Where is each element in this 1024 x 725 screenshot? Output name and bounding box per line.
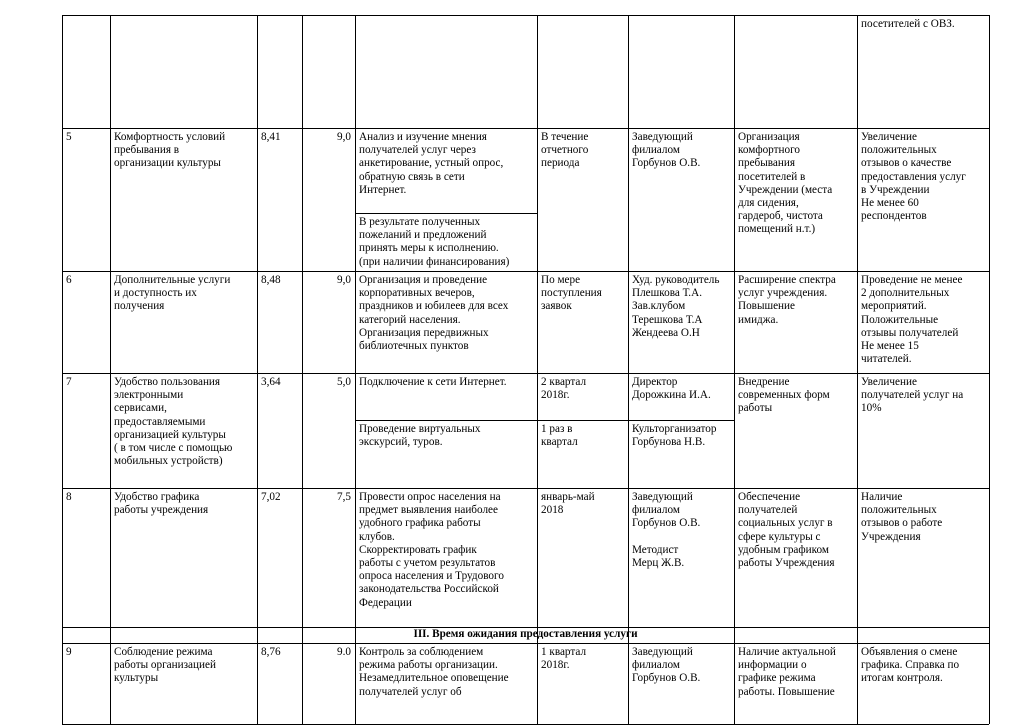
result-cell: Расширение спектра услуг учреждения. Повышение имиджа. xyxy=(738,274,836,326)
measure-cell: Анализ и изучение мнения получателей услуг через анкетирование, устный опрос, обратную связь в сети Интернет. xyxy=(359,131,504,196)
deadline-cell: 1 квартал 2018г. xyxy=(541,646,587,672)
criterion-cell: Комфортность условий пребывания в организации культуры xyxy=(114,131,226,170)
row-number: 7 xyxy=(66,376,72,388)
criterion-cell: Удобство пользования электронными сервисами, предоставляемыми организацией культуры ( в том числе с помощью мобильных устройств) xyxy=(114,376,233,468)
table-row-rule xyxy=(62,15,989,16)
criterion-cell: Удобство графика работы учреждения xyxy=(114,491,209,517)
responsible-cell: Заведующий филиалом Горбунов О.В. Методист Мерц Ж.В. xyxy=(632,491,701,570)
deadline-cell: По мере поступления заявок xyxy=(541,274,602,313)
table-column-rule xyxy=(857,15,858,724)
measure-cell-secondary: В результате полученных пожеланий и предложений принять меры к исполнению. (при наличии финансирования) xyxy=(359,216,510,268)
deadline-cell-secondary: 1 раз в квартал xyxy=(541,423,578,449)
indicator-cell: Наличие положительных отзывов о работе Учреждения xyxy=(861,491,943,543)
criterion-cell: Соблюдение режима работы организацией культуры xyxy=(114,646,216,685)
deadline-cell: 2 квартал 2018г. xyxy=(541,376,587,402)
deadline-cell: январь-май 2018 xyxy=(541,491,595,517)
score-target: 9.0 xyxy=(337,646,351,658)
table-subrow-rule xyxy=(355,420,537,421)
score-target: 9,0 xyxy=(337,131,351,143)
score-current: 8,41 xyxy=(261,131,281,143)
table-column-rule xyxy=(734,15,735,724)
indicator-cell: Увеличение положительных отзывов о качестве предоставления услуг в Учреждении Не менее 60 респондентов xyxy=(861,131,966,223)
score-current: 8,48 xyxy=(261,274,281,286)
indicator-cell: посетителей с ОВЗ. xyxy=(861,18,955,30)
criterion-cell: Дополнительные услуги и доступность их получения xyxy=(114,274,231,313)
table-column-rule xyxy=(110,15,111,724)
table-column-rule xyxy=(537,15,538,724)
result-cell: Обеспечение получателей социальных услуг в сфере культуры с удобным графиком работы Учреждения xyxy=(738,491,835,570)
row-number: 8 xyxy=(66,491,72,503)
result-cell: Организация комфортного пребывания посетителей в Учреждении (места для сидения, гардероб, чистота помещений н.т.) xyxy=(738,131,833,236)
row-number: 5 xyxy=(66,131,72,143)
table-column-rule xyxy=(989,15,990,724)
score-current: 7,02 xyxy=(261,491,281,503)
score-target: 7,5 xyxy=(337,491,351,503)
result-cell: Внедрение современных форм работы xyxy=(738,376,830,415)
plan-table xyxy=(62,15,989,724)
row-number: 9 xyxy=(66,646,72,658)
indicator-cell: Объявления о смене графика. Справка по итогам контроля. xyxy=(861,646,960,685)
responsible-cell: Заведующий филиалом Горбунов О.В. xyxy=(632,131,701,170)
table-row-rule xyxy=(62,643,989,644)
table-subrow-rule xyxy=(355,213,537,214)
table-row-rule xyxy=(62,488,989,489)
score-target: 9,0 xyxy=(337,274,351,286)
measure-cell-secondary: Проведение виртуальных экскурсий, туров. xyxy=(359,423,481,449)
table-subrow-rule xyxy=(537,420,628,421)
measure-cell: Контроль за соблюдением режима работы организации. Незамедлительное оповещение получателей услуг об xyxy=(359,646,509,698)
responsible-cell: Заведующий филиалом Горбунов О.В. xyxy=(632,646,701,685)
table-subrow-rule xyxy=(628,420,734,421)
indicator-cell: Проведение не менее 2 дополнительных мероприятий. Положительные отзывы получателей Не менее 15 читателей. xyxy=(861,274,963,366)
row-number: 6 xyxy=(66,274,72,286)
measure-cell: Провести опрос населения на предмет выявления наиболее удобного графика работы клубов. Скорректировать график работы с учетом результатов опроса населения и Трудового законодательства Российской Федерации xyxy=(359,491,504,609)
responsible-cell: Директор Дорожкина И.А. xyxy=(632,376,711,402)
table-column-rule xyxy=(628,15,629,724)
result-cell: Наличие актуальной информации о графике режима работы. Повышение xyxy=(738,646,836,698)
table-row-rule xyxy=(62,128,989,129)
deadline-cell: В течение отчетного периода xyxy=(541,131,589,170)
table-column-rule xyxy=(257,15,258,724)
table-column-rule xyxy=(302,15,303,724)
responsible-cell: Худ. руководитель Плешкова Т.А. Зав.клубом Терешкова Т.А Жендеева О.Н xyxy=(632,274,720,339)
score-target: 5,0 xyxy=(337,376,351,388)
section-heading: III. Время ожидания предоставления услуги xyxy=(413,628,638,640)
table-column-rule xyxy=(355,15,356,724)
table-column-rule xyxy=(62,15,63,724)
score-current: 8,76 xyxy=(261,646,281,658)
score-current: 3,64 xyxy=(261,376,281,388)
measure-cell: Организация и проведение корпоративных вечеров, праздников и юбилеев для всех категорий населения. Организация передвижных библиотечных пунктов xyxy=(359,274,509,353)
table-row-rule xyxy=(62,271,989,272)
measure-cell: Подключение к сети Интернет. xyxy=(359,376,507,388)
indicator-cell: Увеличение получателей услуг на 10% xyxy=(861,376,964,415)
responsible-cell-secondary: Культорганизатор Горбунова Н.В. xyxy=(632,423,717,449)
table-row-rule xyxy=(62,373,989,374)
